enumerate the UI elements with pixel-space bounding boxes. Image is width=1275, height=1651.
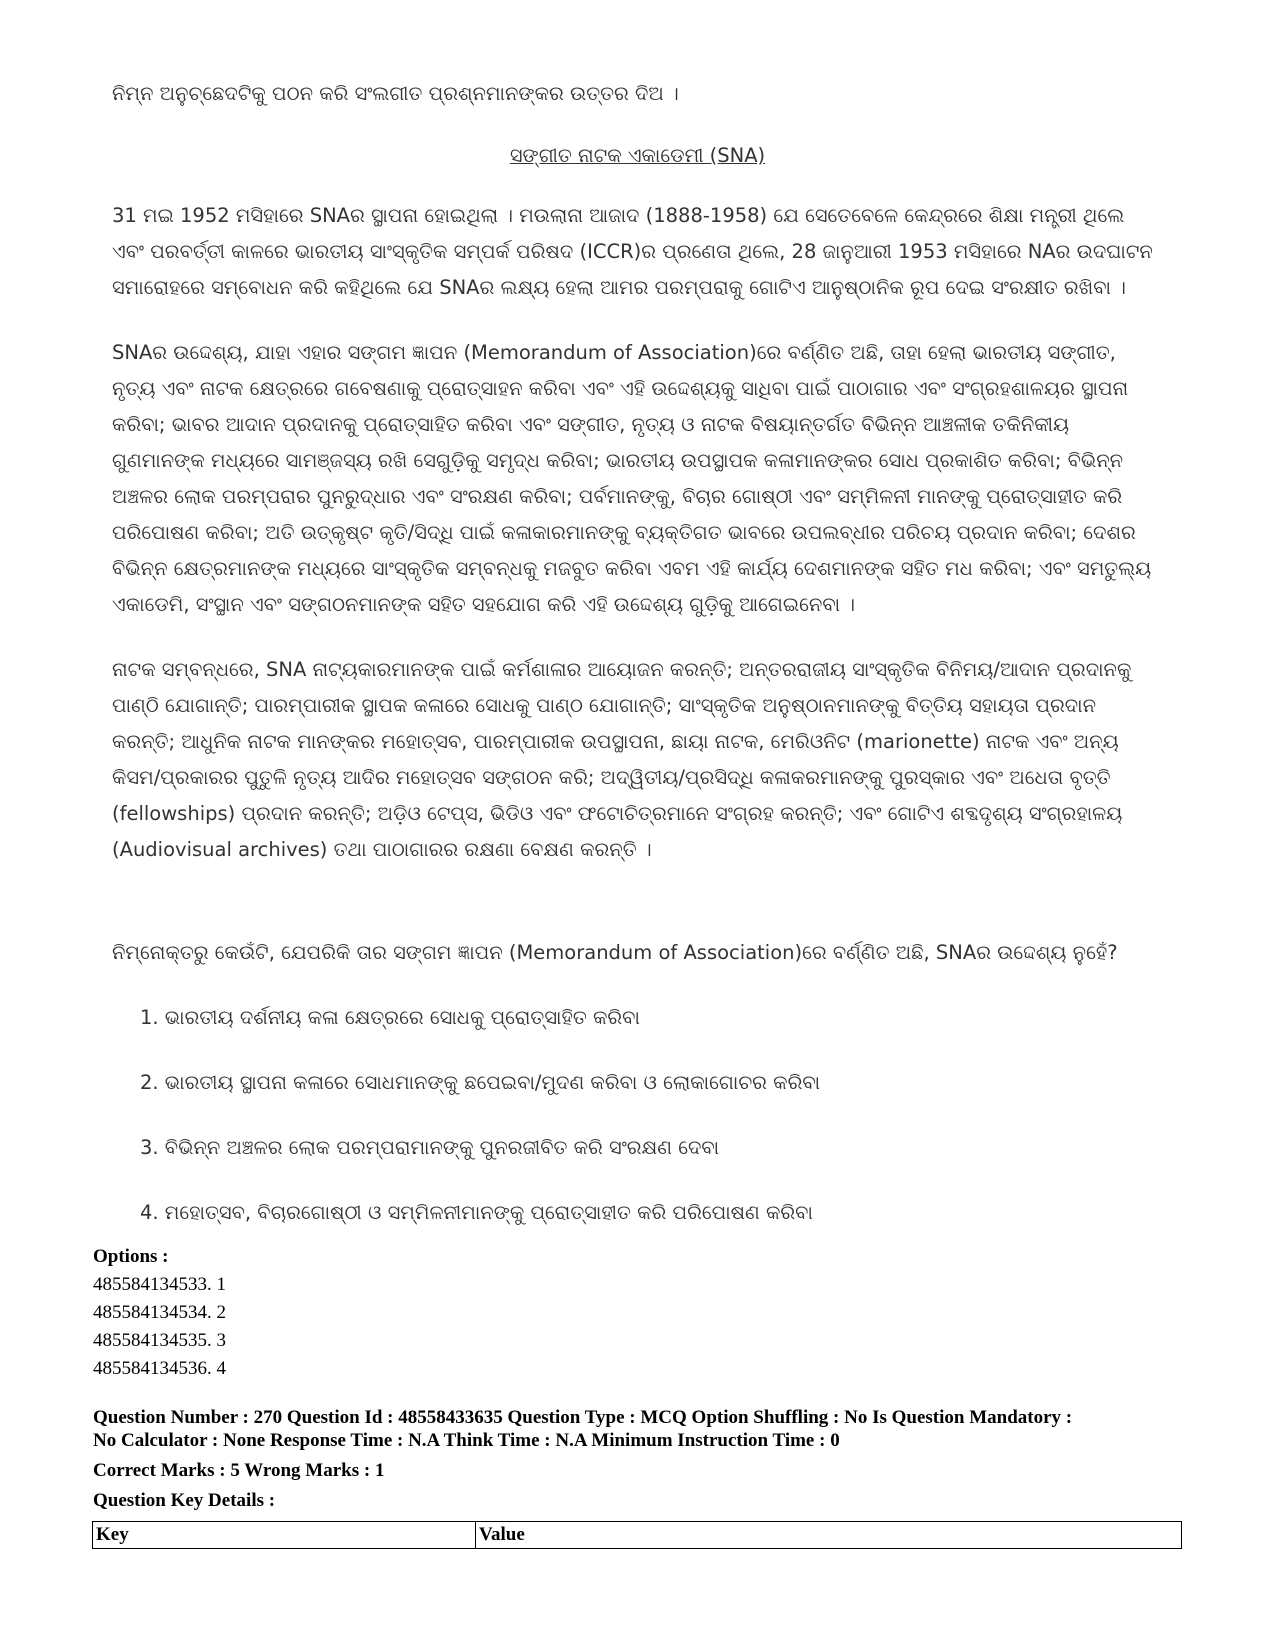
option-item-4: 485584134536. 4 bbox=[93, 1358, 226, 1379]
options-heading: Options : bbox=[93, 1246, 169, 1267]
key-details-table bbox=[92, 1521, 1182, 1549]
question-meta-line-1: Question Number : 270 Question Id : 48558433635 Question Type : MCQ Option Shuffling : No Is Question Mandatory : bbox=[93, 1407, 1073, 1428]
table-header-key: Key bbox=[93, 1522, 476, 1549]
table-header-row bbox=[93, 1522, 1182, 1549]
marks-line: Correct Marks : 5 Wrong Marks : 1 bbox=[93, 1460, 385, 1481]
question-meta bbox=[93, 1406, 1203, 1452]
passage-paragraph-1: 31 ମଇ 1952 ମସିହାରେ SNAର ସ୍ଥାପନା ହୋଇଥିଲା । ମଉଲାନା ଆଜାଦ (1888-1958) ଯେ ସେତେବେଳେ କେନ୍ଦ୍ରରେ ଶିକ୍ଷା ମନ୍ତ୍ରୀ ଥିଲେ ଏବଂ ପରବର୍ତ୍ତୀ କାଳରେ ଭାରତୀୟ ସାଂସ୍କୃତିକ ସମ୍ପର୍କ ପରିଷଦ (ICCR)ର ପ୍ରଣେତା ଥିଲେ, 28 ଜାନୁଆରୀ 1953 ମସିହାରେ NAର ଉଦଘାଟନ ସମାରୋହରେ ସମ୍ବୋଧନ କରି କହିଥିଲେ ଯେ SNAର ଲକ୍ଷ୍ୟ ହେଲା ଆମର ପରମ୍ପରାକୁ ଗୋଟିଏ ଆନୁଷ୍ଠାନିକ ରୂପ ଦେଇ ସଂରକ୍ଷୀତ ରଖିବା । bbox=[112, 204, 1153, 299]
statement-3: 3. ବିଭିନ୍ନ ଅଞ୍ଚଳର ଲୋକ ପରମ୍ପରାମାନଙ୍କୁ ପୁନରଜୀବିତ କରି ସଂରକ୍ଷଣ ଦେବା bbox=[140, 1136, 720, 1159]
table-header-value: Value bbox=[476, 1522, 1182, 1549]
option-item-1: 485584134533. 1 bbox=[93, 1274, 226, 1295]
question-text: ନିମ୍ନୋକ୍ତରୁ କେଉଁଟି, ଯେପରିକି ତାର ସଙ୍ଗମ ଜ୍ଞାପନ (Memorandum of Association)ରେ ବର୍ଣ୍ଣିତ ଅଛି, SNAର ଉଦ୍ଦେଶ୍ୟ ନୁହେଁ? bbox=[112, 941, 1118, 964]
instruction-text: ନିମ୍ନ ଅନୁଚ୍ଛେଦଟିକୁ ପଠନ କରି ସଂଲଗୀତ ପ୍ରଶ୍ନମାନଙ୍କର ଉତ୍ତର ଦିଅ । bbox=[112, 82, 679, 105]
option-item-3: 485584134535. 3 bbox=[93, 1330, 226, 1351]
key-details-heading: Question Key Details : bbox=[93, 1490, 276, 1511]
options-block bbox=[93, 1243, 226, 1383]
passage-paragraph-2: SNAର ଉଦ୍ଦେଶ୍ୟ, ଯାହା ଏହାର ସଙ୍ଗମ ଜ୍ଞାପନ (Memorandum of Association)ରେ ବର୍ଣ୍ଣିତ ଅଛି, ତାହା ହେଲା ଭାରତୀୟ ସଙ୍ଗୀତ, ନୃତ୍ୟ ଏବଂ ନାଟକ କ୍ଷେତ୍ରରେ ଗବେଷଣାକୁ ପ୍ରୋତ୍ସାହନ କରିବା ଏବଂ ଏହି ଉଦ୍ଦେଶ୍ୟକୁ ସାଧିବା ପାଇଁ ପାଠାଗାର ଏବଂ ସଂଗ୍ରହଶାଳୟର ସ୍ଥାପନା କରିବା; ଭାବର ଆଦାନ ପ୍ରଦାନକୁ ପ୍ରୋତ୍ସାହିତ କରିବା ଏବଂ ସଙ୍ଗୀତ, ନୃତ୍ୟ ଓ ନାଟକ ବିଷୟାନ୍ତର୍ଗତ ବିଭିନ୍ନ ଆଞ୍ଚଳୀକ ତକିନିକୀୟ ଗୁଣମାନଙ୍କ ମଧ୍ୟରେ ସାମଞ୍ଜସ୍ୟ ରଖି ସେଗୁଡ଼ିକୁ ସମୃଦ୍ଧ କରିବା; ଭାରତୀୟ ଉପସ୍ଥାପକ କଳାମାନଙ୍କର ସୋଧ ପ୍ରକାଶିତ କରିବା; ବିଭିନ୍ନ ଅଞ୍ଚଳର ଲୋକ ପରମ୍ପରାର ପୁନରୁଦ୍ଧାର ଏବଂ ସଂରକ୍ଷଣ କରିବା; ପର୍ବମାନଙ୍କୁ, ବିଚାର ଗୋଷ୍ଠୀ ଏବଂ ସମ୍ମିଳନୀ ମାନଙ୍କୁ ପ୍ରୋତ୍ସାହୀତ କରି ପରିପୋଷଣ କରିବା; ଅତି ଉତ୍କୃଷ୍ଟ କୃତି/ସିଦ୍ଧି ପାଇଁ କଳାକାରମାନଙ୍କୁ ବ୍ୟକ୍ତିଗତ ଭାବରେ ଉପଲବ୍ଧୀର ପରିଚୟ ପ୍ରଦାନ କରିବା; ଦେଶର ବିଭିନ୍ନ କ୍ଷେତ୍ରମାନଙ୍କ ମଧ୍ୟରେ ସାଂସ୍କୃତିକ ସମ୍ବନ୍ଧକୁ ମଜବୁତ କରିବା ଏବମ ଏହି କାର୍ଯ୍ୟ ଦେଶମାନଙ୍କ ସହିତ ମଧ କରିବା; ଏବଂ ସମତୁଲ୍ୟ ଏକାଡେମି, ସଂସ୍ଥାନ ଏବଂ ସଙ୍ଗଠନମାନଙ୍କ ସହିତ ସହଯୋଗ କରି ଏହି ଉଦ୍ଦେଶ୍ୟ ଗୁଡ଼ିକୁ ଆଗେଇନେବା । bbox=[112, 341, 1152, 616]
statement-2: 2. ଭାରତୀୟ ସ୍ଥାପନା କଳାରେ ସୋଧମାନଙ୍କୁ ଛପେଇବା/ମୁଦଣ କରିବା ଓ ଲୋକାଗୋଚର କରିବା bbox=[140, 1071, 821, 1094]
option-item-2: 485584134534. 2 bbox=[93, 1302, 226, 1323]
statement-1: 1. ଭାରତୀୟ ଦର୍ଶନୀୟ କଳା କ୍ଷେତ୍ରରେ ସୋଧକୁ ପ୍ରୋତ୍ସାହିତ କରିବା bbox=[140, 1006, 640, 1029]
question-meta-line-2: No Calculator : None Response Time : N.A Think Time : N.A Minimum Instruction Time : 0 bbox=[93, 1430, 840, 1451]
passage-title: ସଙ୍ଗୀତ ନାଟକ ଏକାଡେମୀ (SNA) bbox=[509, 144, 766, 167]
statement-4: 4. ମହୋତ୍ସବ, ବିଚାରଗୋଷ୍ଠୀ ଓ ସମ୍ମିଳନୀମାନଙ୍କୁ ପ୍ରୋତ୍ସାହୀତ କରି ପରିପୋଷଣ କରିବା bbox=[140, 1201, 813, 1224]
passage-paragraph-3: ନାଟକ ସମ୍ବନ୍ଧରେ, SNA ନାଟ୍ୟକାରମାନଙ୍କ ପାଇଁ କର୍ମଶାଳାର ଆୟୋଜନ କରନ୍ତି; ଅନ୍ତରରାଜୀୟ ସାଂସ୍କୃତିକ ବିନିମୟ/ଆଦାନ ପ୍ରଦାନକୁ ପାଣ୍ଠି ଯୋଗାନ୍ତି; ପାରମ୍ପାରୀକ ସ୍ଥାପକ କଳାରେ ସୋଧକୁ ପାଣ୍ଠ ଯୋଗାନ୍ତି; ସାଂସ୍କୃତିକ ଅନୁଷ୍ଠାନମାନଙ୍କୁ ବିତ୍ତିୟ ସହାୟତା ପ୍ରଦାନ କରନ୍ତି; ଆଧୁନିକ ନାଟକ ମାନଙ୍କର ମହୋତ୍ସବ, ପାରମ୍ପାରୀକ ଉପସ୍ଥାପନା, ଛାୟା ନାଟକ, ମେରିଓନିଟ (marionette) ନାଟକ ଏବଂ ଅନ୍ୟ କିସମ/ପ୍ରକାରର ପୁତୁଳି ନୃତ୍ୟ ଆଦିର ମହୋତ୍ସବ ସଙ୍ଗଠନ କରି; ଅଦ୍ୱିତୀୟ/ପ୍ରସିଦ୍ଧି କଳାକରମାନଙ୍କୁ ପୁରସ୍କାର ଏବଂ ଅଧେତା ବୃତ୍ତି (fellowships) ପ୍ରଦାନ କରନ୍ତି; ଅଡ଼ିଓ ଟେପ୍ସ, ଭିଡିଓ ଏବଂ ଫଟୋଚିତ୍ରମାନେ ସଂଗ୍ରହ କରନ୍ତି; ଏବଂ ଗୋଟିଏ ଶବ୍ଦଦୃଶ୍ୟ ସଂଗ୍ରହାଳୟ (Audiovisual archives) ତଥା ପାଠାଗାରର ରକ୍ଷଣା ବେକ୍ଷଣ କରନ୍ତି । bbox=[112, 658, 1132, 861]
